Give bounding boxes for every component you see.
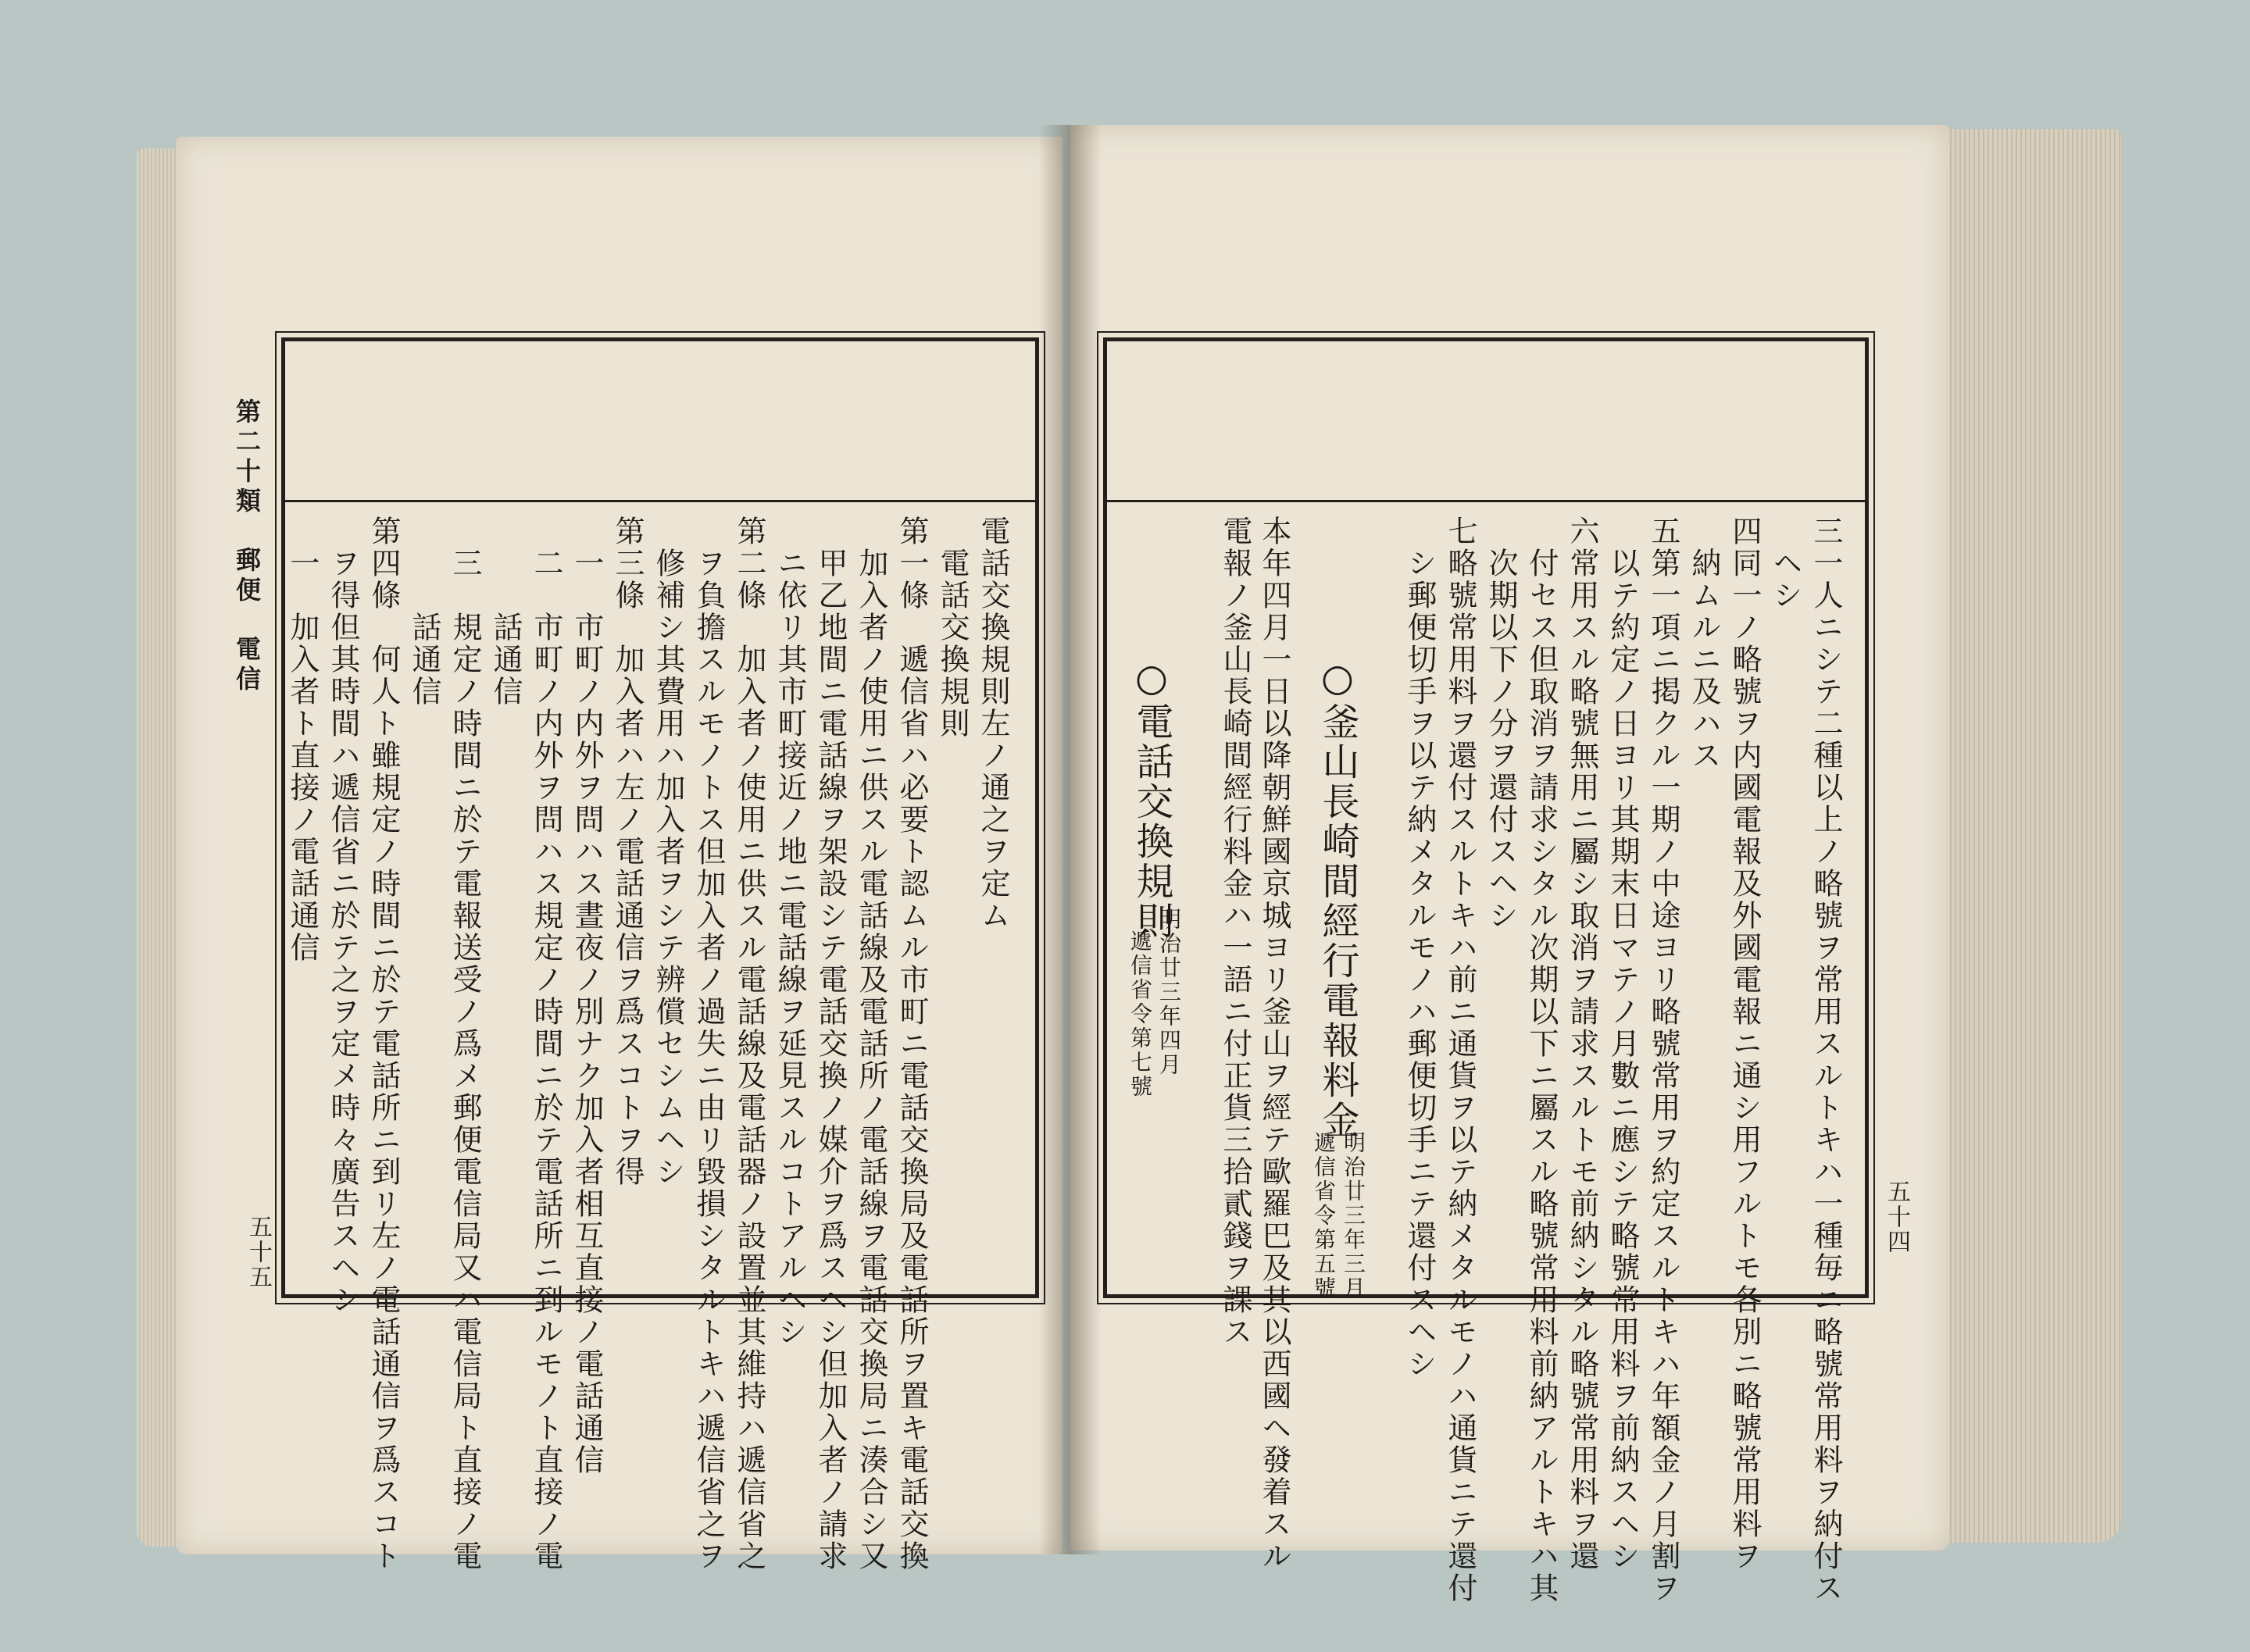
left-text-column-10: 第三條 加入者ハ左ノ電話通信ヲ爲スコトヲ得: [610, 516, 645, 1188]
section1-ordinance: 遞信省令第五號: [1311, 1131, 1337, 1301]
right-text-column-11: シ郵便切手ヲ以テ納メタルモノハ郵便切手ニテ還付スヘシ: [1402, 516, 1437, 1380]
left-header-rule: [285, 500, 1035, 502]
left-text-column-5: 甲乙地間ニ電話線ヲ架設シテ電話交換ノ媒介ヲ爲スヘシ但加入者ノ請求: [813, 516, 848, 1572]
section1-body-line-1: 本年四月一日以降朝鮮國京城ヨリ釜山ヲ經テ歐羅巴及其以西國ヘ發着スル: [1257, 516, 1291, 1572]
right-page-number: 五十四: [1883, 1179, 1910, 1254]
right-text-column-5: 五第一項ニ掲クル一期ノ中途ヨリ略號常用ヲ約定スルトキハ年額金ノ月割ヲ: [1646, 516, 1680, 1604]
left-text-column-7: 第二條 加入者ノ使用ニ供スル電話線及電話器ノ設置並其維持ハ遞信省之: [732, 516, 766, 1572]
book-gutter: [1039, 125, 1102, 1554]
section-title-busan-nagasaki: ○釜山長崎間經行電報料金: [1316, 656, 1359, 1140]
left-text-column-4: 加入者ノ使用ニ供スル電話線及電話所ノ電話線ヲ電話交換局ニ湊合シ又: [854, 516, 888, 1572]
left-text-column-11: 一 市町ノ内外ヲ問ハス晝夜ノ別ナク加入者相互直接ノ電話通信: [570, 516, 604, 1476]
right-text-column-3: 四同一ノ略號ヲ内國電報及外國電報ニ通シ用フルトモ各別ニ略號常用料ヲ: [1727, 516, 1762, 1572]
section2-date: 明治廿三年四月: [1156, 908, 1182, 1077]
left-text-column-18: 一 加入者ト直接ノ電話通信: [285, 516, 320, 964]
left-text-column-6: ニ依リ其市町接近ノ地ニ電話線ヲ延見スルコトアルヘシ: [773, 516, 807, 1348]
right-text-column-1: 三一人ニシテ二種以上ノ略號ヲ常用スルトキハ一種毎ニ略號常用料ヲ納付ス: [1809, 516, 1843, 1604]
left-text-column-16: 第四條 何人ト雖規定ノ時間ニ於テ電話所ニ到リ左ノ電話通信ヲ爲スコト: [366, 516, 401, 1572]
right-text-column-10: 七略號常用料ヲ還付スルトキハ前ニ通貨ヲ以テ納メタルモノハ通貨ニテ還付: [1443, 516, 1477, 1604]
page-edges-right: [1938, 129, 2121, 1543]
left-text-column-1: 電話交換規則左ノ通之ヲ定ム: [976, 516, 1010, 932]
right-text-column-4: 納ムルニ及ハス: [1687, 516, 1721, 772]
section1-date: 明治廿三年三月: [1341, 1131, 1366, 1301]
left-text-column-12: 二 市町ノ内外ヲ問ハス規定ノ時間ニ於テ電話所ニ到ルモノト直接ノ電: [529, 516, 563, 1572]
left-text-column-14: 三 規定ノ時間ニ於テ電報送受ノ爲メ郵便電信局又ハ電信局ト直接ノ電: [448, 516, 482, 1572]
right-header-rule: [1107, 500, 1865, 502]
left-text-column-15: 話通信: [407, 516, 441, 708]
left-text-column-9: 修補シ其費用ハ加入者ヲシテ辨償セシムヘシ: [651, 516, 685, 1188]
left-text-column-13: 話通信: [488, 516, 523, 708]
right-text-column-2: ヘシ: [1768, 516, 1802, 612]
right-text-column-9: 次期以下ノ分ヲ還付スヘシ: [1484, 516, 1518, 932]
left-text-column-3: 第一條 遞信省ハ必要ト認ムル市町ニ電話交換局及電話所ヲ置キ電話交換: [895, 516, 929, 1572]
section2-ordinance: 遞信省令第七號: [1127, 929, 1153, 1099]
running-header: 第二十類 郵便 電信: [232, 398, 262, 695]
left-page-number: 五十五: [245, 1215, 272, 1290]
left-text-column-2: 電話交換規則: [935, 516, 970, 740]
left-text-column-17: ヲ得但其時間ハ遞信省ニ於テ之ヲ定メ時々廣告スヘシ: [326, 516, 360, 1316]
section-title-telephone-rules: ○電話交換規則: [1130, 656, 1173, 941]
right-text-column-6: 以テ約定ノ日ヨリ其期末日マテノ月數ニ應シテ略號常用料ヲ前納スヘシ: [1605, 516, 1640, 1572]
left-text-column-8: ヲ負擔スルモノトス但加入者ノ過失ニ由リ毀損シタルトキハ遞信省之ヲ: [691, 516, 726, 1572]
right-text-column-7: 六常用スル略號無用ニ屬シ取消ヲ請求スルトモ前納シタル略號常用料ヲ還: [1565, 516, 1599, 1572]
section1-body-line-2: 電報ノ釜山長崎間經行料金ハ一語ニ付正貨三拾貳錢ヲ課ス: [1218, 516, 1252, 1348]
right-text-column-8: 付セス但取消ヲ請求シタル次期以下ニ屬スル略號常用料前納アルトキハ其: [1524, 516, 1559, 1604]
